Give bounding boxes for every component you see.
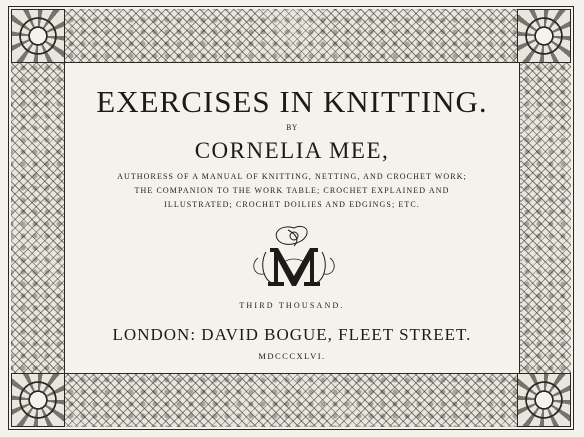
by-label: BY	[286, 124, 298, 132]
publication-year: MDCCCXLVI.	[258, 351, 326, 361]
corner-rosette-top-left	[11, 9, 65, 63]
credits-line: THE COMPANION TO THE WORK TABLE; CROCHET EXPLAINED AND	[134, 186, 450, 195]
book-title: EXERCISES IN KNITTING.	[96, 84, 488, 119]
edition-note: THIRD THOUSAND.	[239, 301, 345, 310]
credits-line: AUTHORESS OF A MANUAL OF KNITTING, NETTING, AND CROCHET WORK;	[117, 172, 467, 181]
credits-line: ILLUSTRATED; CROCHET DOILIES AND EDGINGS; ETC.	[164, 200, 420, 209]
author-name: CORNELIA MEE,	[194, 138, 390, 163]
title-content	[64, 62, 520, 374]
corner-rosette-top-right	[517, 9, 571, 63]
corner-rosette-bottom-right	[517, 373, 571, 427]
corner-rosette-bottom-left	[11, 373, 65, 427]
author-credits	[84, 170, 500, 212]
publisher-imprint: LONDON: DAVID BOGUE, FLEET STREET.	[112, 325, 472, 344]
monogram-emblem-icon	[244, 222, 344, 292]
